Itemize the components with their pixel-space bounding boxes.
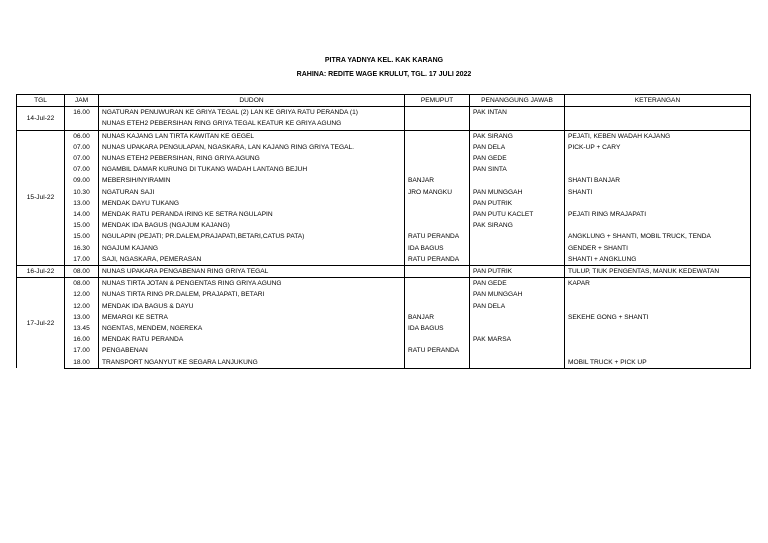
- penanggung-jawab-cell: [470, 175, 565, 186]
- jam-cell: 12.00: [65, 289, 99, 300]
- pemuput-cell: [405, 107, 470, 119]
- date-cell: 16-Jul-22: [17, 266, 65, 278]
- table-row: [17, 345, 751, 356]
- keterangan-cell: [565, 118, 751, 130]
- pemuput-cell: [405, 289, 470, 300]
- document-title: PITRA YADNYA KEL. KAK KARANG: [324, 57, 444, 64]
- pemuput-cell: [405, 334, 470, 345]
- pemuput-cell: IDA BAGUS: [405, 243, 470, 254]
- penanggung-jawab-cell: [470, 357, 565, 369]
- keterangan-cell: KAPAR: [565, 278, 751, 290]
- keterangan-cell: [565, 334, 751, 345]
- jam-cell: 12.00: [65, 301, 99, 312]
- dudon-cell: NUNAS ETEH2 PEBERSIHAN, RING GRIYA AGUNG: [99, 153, 405, 164]
- jam-cell: 16.30: [65, 243, 99, 254]
- penanggung-jawab-cell: [470, 231, 565, 242]
- keterangan-cell: SHANTI: [565, 187, 751, 198]
- jam-cell: 18.00: [65, 357, 99, 369]
- penanggung-jawab-cell: PAN MUNGGAH: [470, 187, 565, 198]
- pemuput-cell: BANJAR: [405, 312, 470, 323]
- table-row: [17, 198, 751, 209]
- dudon-cell: MENDAK RATU PERANDA: [99, 334, 405, 345]
- penanggung-jawab-cell: PAN PUTRIK: [470, 266, 565, 278]
- table-row: [17, 175, 751, 186]
- keterangan-cell: [565, 289, 751, 300]
- table-row: [17, 266, 751, 278]
- penanggung-jawab-cell: [470, 323, 565, 334]
- dudon-cell: NGAJUM KAJANG: [99, 243, 405, 254]
- pemuput-cell: [405, 278, 470, 290]
- keterangan-cell: [565, 198, 751, 209]
- table-row: [17, 323, 751, 334]
- dudon-cell: MEBERSIH/NYIRAMIN: [99, 175, 405, 186]
- table-row: [17, 220, 751, 231]
- penanggung-jawab-cell: PAK SIRANG: [470, 130, 565, 142]
- table-row: [17, 312, 751, 323]
- jam-cell: 16.00: [65, 107, 99, 119]
- dudon-cell: SAJI, NGASKARA, PEMERASAN: [99, 254, 405, 266]
- jam-cell: 13.00: [65, 312, 99, 323]
- pemuput-cell: JRO MANGKU: [405, 187, 470, 198]
- keterangan-cell: [565, 220, 751, 231]
- penanggung-jawab-cell: PAN SINTA: [470, 164, 565, 175]
- table-row: [17, 301, 751, 312]
- penanggung-jawab-cell: PAK MARSA: [470, 334, 565, 345]
- penanggung-jawab-cell: PAN MUNGGAH: [470, 289, 565, 300]
- header-jam: JAM: [65, 95, 99, 107]
- keterangan-cell: [565, 107, 751, 119]
- table-row: [17, 231, 751, 242]
- schedule-table: [16, 94, 751, 369]
- penanggung-jawab-cell: [470, 118, 565, 130]
- penanggung-jawab-cell: [470, 312, 565, 323]
- dudon-cell: NUNAS UPAKARA PENGABENAN RING GRIYA TEGAL: [99, 266, 405, 278]
- keterangan-cell: SHANTI BANJAR: [565, 175, 751, 186]
- penanggung-jawab-cell: PAK INTAN: [470, 107, 565, 119]
- jam-cell: 07.00: [65, 153, 99, 164]
- jam-cell: 17.00: [65, 254, 99, 266]
- jam-cell: 13.00: [65, 198, 99, 209]
- table-row: [17, 254, 751, 266]
- table-row: [17, 209, 751, 220]
- jam-cell: [65, 118, 99, 130]
- pemuput-cell: RATU PERANDA: [405, 254, 470, 266]
- table-row: [17, 187, 751, 198]
- header-row: [17, 95, 751, 107]
- dudon-cell: MENDAK IDA BAGUS & DAYU: [99, 301, 405, 312]
- pemuput-cell: [405, 153, 470, 164]
- penanggung-jawab-cell: PAN PUTU KACLET: [470, 209, 565, 220]
- header-pemuput: PEMUPUT: [405, 95, 470, 107]
- table-row: [17, 130, 751, 142]
- header-keterangan: KETERANGAN: [565, 95, 751, 107]
- keterangan-cell: [565, 323, 751, 334]
- jam-cell: 07.00: [65, 164, 99, 175]
- dudon-cell: NUNAS ETEH2 PEBERSIHAN RING GRIYA TEGAL KEATUR KE GRIYA AGUNG: [99, 118, 405, 130]
- penanggung-jawab-cell: PAN GEDE: [470, 278, 565, 290]
- pemuput-cell: [405, 142, 470, 153]
- pemuput-cell: [405, 357, 470, 369]
- dudon-cell: NUNAS TIRTA RING PR.DALEM, PRAJAPATI, BETARI: [99, 289, 405, 300]
- header-penanggung-jawab: PENANGGUNG JAWAB: [470, 95, 565, 107]
- jam-cell: 09.00: [65, 175, 99, 186]
- pemuput-cell: [405, 118, 470, 130]
- jam-cell: 08.00: [65, 278, 99, 290]
- dudon-cell: MEMARGI KE SETRA: [99, 312, 405, 323]
- schedule-body: [17, 107, 751, 369]
- dudon-cell: NUNAS KAJANG LAN TIRTA KAWITAN KE GEGEL: [99, 130, 405, 142]
- keterangan-cell: SEKEHE GONG + SHANTI: [565, 312, 751, 323]
- penanggung-jawab-cell: [470, 345, 565, 356]
- keterangan-cell: GENDER + SHANTI: [565, 243, 751, 254]
- dudon-cell: TRANSPORT NGANYUT KE SEGARA LANJUKUNG: [99, 357, 405, 369]
- jam-cell: 10.30: [65, 187, 99, 198]
- table-row: [17, 142, 751, 153]
- pemuput-cell: RATU PERANDA: [405, 345, 470, 356]
- table-row: [17, 153, 751, 164]
- keterangan-cell: PEJATI, KEBEN WADAH KAJANG: [565, 130, 751, 142]
- document-subtitle: RAHINA: REDITE WAGE KRULUT, TGL. 17 JULI 2022: [296, 71, 472, 78]
- keterangan-cell: PEJATI RING MRAJAPATI: [565, 209, 751, 220]
- jam-cell: 07.00: [65, 142, 99, 153]
- header-tgl: TGL: [17, 95, 65, 107]
- table-row: [17, 243, 751, 254]
- keterangan-cell: ANGKLUNG + SHANTI, MOBIL TRUCK, TENDA: [565, 231, 751, 242]
- dudon-cell: NGATURAN SAJI: [99, 187, 405, 198]
- dudon-cell: NUNAS TIRTA JOTAN & PENGENTAS RING GRIYA AGUNG: [99, 278, 405, 290]
- jam-cell: 15.00: [65, 231, 99, 242]
- keterangan-cell: [565, 153, 751, 164]
- jam-cell: 15.00: [65, 220, 99, 231]
- penanggung-jawab-cell: PAN PUTRIK: [470, 198, 565, 209]
- table-row: [17, 107, 751, 119]
- keterangan-cell: PICK-UP + CARY: [565, 142, 751, 153]
- table-row: [17, 334, 751, 345]
- dudon-cell: PENGABENAN: [99, 345, 405, 356]
- table-row: [17, 118, 751, 130]
- table-row: [17, 278, 751, 290]
- pemuput-cell: [405, 220, 470, 231]
- pemuput-cell: [405, 198, 470, 209]
- pemuput-cell: BANJAR: [405, 175, 470, 186]
- jam-cell: 08.00: [65, 266, 99, 278]
- dudon-cell: NGENTAS, MENDEM, NGEREKA: [99, 323, 405, 334]
- dudon-cell: MENDAK DAYU TUKANG: [99, 198, 405, 209]
- dudon-cell: NGAMBIL DAMAR KURUNG DI TUKANG WADAH LANTANG BEJUH: [99, 164, 405, 175]
- table-row: [17, 289, 751, 300]
- pemuput-cell: RATU PERANDA: [405, 231, 470, 242]
- penanggung-jawab-cell: [470, 254, 565, 266]
- table-row: [17, 164, 751, 175]
- table-row: [17, 357, 751, 369]
- penanggung-jawab-cell: PAN DELA: [470, 142, 565, 153]
- pemuput-cell: [405, 301, 470, 312]
- keterangan-cell: MOBIL TRUCK + PICK UP: [565, 357, 751, 369]
- dudon-cell: MENDAK IDA BAGUS (NGAJUM KAJANG): [99, 220, 405, 231]
- header-dudon: DUDON: [99, 95, 405, 107]
- penanggung-jawab-cell: PAN GEDE: [470, 153, 565, 164]
- dudon-cell: NGATURAN PENUWURAN KE GRIYA TEGAL (2) LAN KE GRIYA RATU PERANDA (1): [99, 107, 405, 119]
- pemuput-cell: [405, 209, 470, 220]
- pemuput-cell: IDA BAGUS: [405, 323, 470, 334]
- dudon-cell: NGULAPIN (PEJATI; PR.DALEM,PRAJAPATI,BETARI,CATUS PATA): [99, 231, 405, 242]
- keterangan-cell: [565, 345, 751, 356]
- penanggung-jawab-cell: PAN DELA: [470, 301, 565, 312]
- jam-cell: 14.00: [65, 209, 99, 220]
- date-cell: 17-Jul-22: [17, 278, 65, 369]
- keterangan-cell: TULUP, TIUK PENGENTAS, MANUK KEDEWATAN: [565, 266, 751, 278]
- pemuput-cell: [405, 266, 470, 278]
- penanggung-jawab-cell: PAK SIRANG: [470, 220, 565, 231]
- pemuput-cell: [405, 130, 470, 142]
- jam-cell: 16.00: [65, 334, 99, 345]
- dudon-cell: NUNAS UPAKARA PENGULAPAN, NGASKARA, LAN KAJANG RING GRIYA TEGAL.: [99, 142, 405, 153]
- keterangan-cell: SHANTI + ANGKLUNG: [565, 254, 751, 266]
- penanggung-jawab-cell: [470, 243, 565, 254]
- pemuput-cell: [405, 164, 470, 175]
- jam-cell: 13.45: [65, 323, 99, 334]
- date-cell: 14-Jul-22: [17, 107, 65, 130]
- dudon-cell: MENDAK RATU PERANDA IRING KE SETRA NGULAPIN: [99, 209, 405, 220]
- jam-cell: 17.00: [65, 345, 99, 356]
- date-cell: 15-Jul-22: [17, 130, 65, 265]
- jam-cell: 06.00: [65, 130, 99, 142]
- keterangan-cell: [565, 164, 751, 175]
- keterangan-cell: [565, 301, 751, 312]
